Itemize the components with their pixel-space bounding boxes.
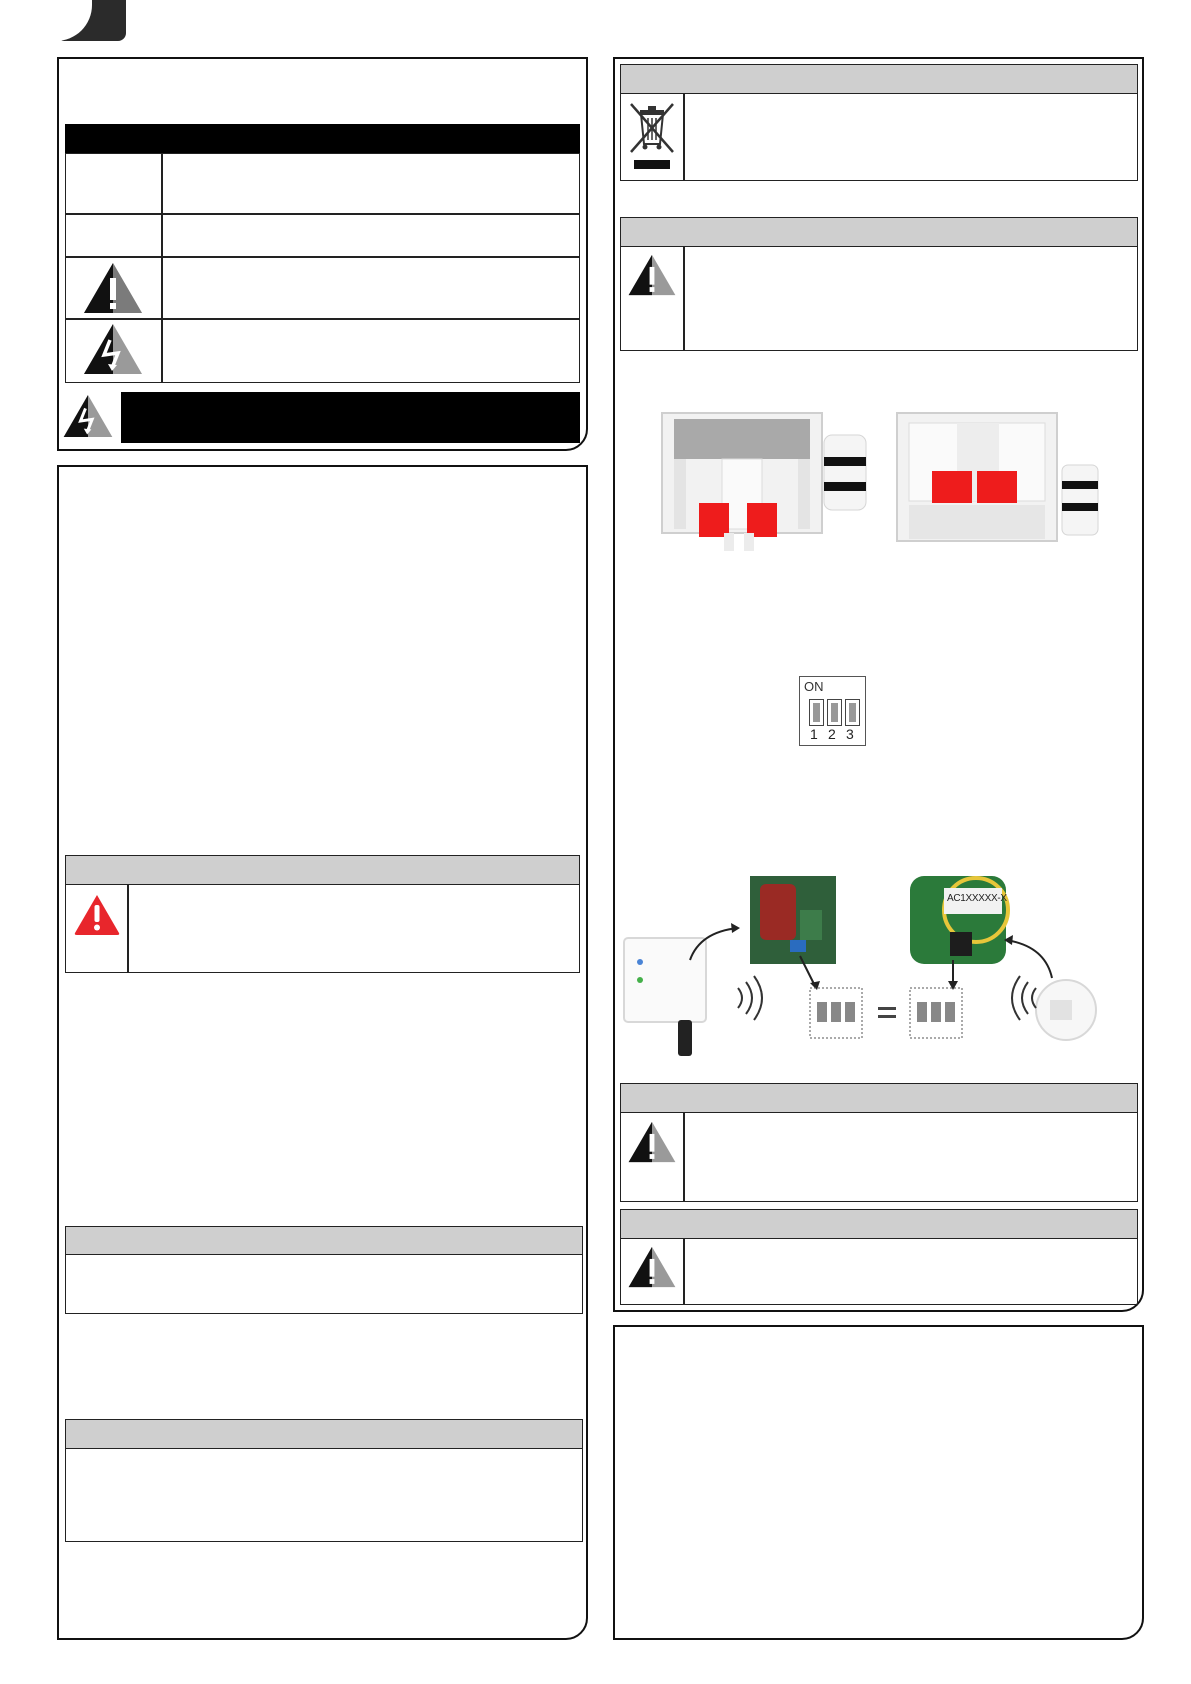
dip-switch — [799, 676, 866, 746]
board-sticker-label: AC1XXXXX-X — [947, 893, 1007, 904]
bracket-left — [662, 413, 866, 551]
warning-box-header — [621, 1210, 1137, 1239]
warning-triangle-icon — [627, 1245, 677, 1289]
bottom-right-panel — [613, 1325, 1144, 1640]
mounting-figure — [652, 405, 1112, 575]
warning-box-divider — [683, 1112, 685, 1201]
symbols-table-divider — [161, 153, 163, 383]
warning-triangle-icon — [627, 1120, 677, 1164]
crossed-out-bin-icon — [627, 100, 677, 172]
dip-switch-1 — [809, 699, 824, 726]
disposal-box-divider — [683, 93, 685, 180]
warning-box-header — [66, 856, 579, 885]
warning-box-divider — [127, 884, 129, 972]
page-corner-tab — [56, 0, 126, 41]
dip-position-label: 3 — [846, 726, 854, 742]
warning-box-divider — [683, 1238, 685, 1304]
warning-box-header — [621, 1084, 1137, 1113]
dip-switch-2 — [827, 699, 842, 726]
dip-position-label: 1 — [810, 726, 818, 742]
danger-banner — [121, 392, 580, 443]
table-row-separator — [65, 213, 580, 215]
warning-triangle-icon — [82, 261, 144, 315]
bracket-right — [897, 413, 1098, 541]
note-box-header — [66, 1227, 582, 1255]
dip-switch-3 — [845, 699, 860, 726]
warning-triangle-icon — [72, 892, 122, 936]
warning-box-divider — [683, 246, 685, 350]
electric-hazard-icon — [82, 322, 144, 376]
dip-position-label: 2 — [828, 726, 836, 742]
disposal-box-header — [621, 65, 1137, 94]
table-row-separator — [65, 318, 580, 320]
table-row-separator — [65, 256, 580, 258]
pairing-figure — [620, 870, 1100, 1060]
dip-on-label: ON — [804, 679, 824, 694]
warning-box-header — [621, 218, 1137, 247]
electric-hazard-icon — [62, 392, 114, 440]
warning-triangle-icon — [627, 253, 677, 297]
note-box-header — [66, 1420, 582, 1449]
symbols-table-header — [65, 124, 580, 154]
